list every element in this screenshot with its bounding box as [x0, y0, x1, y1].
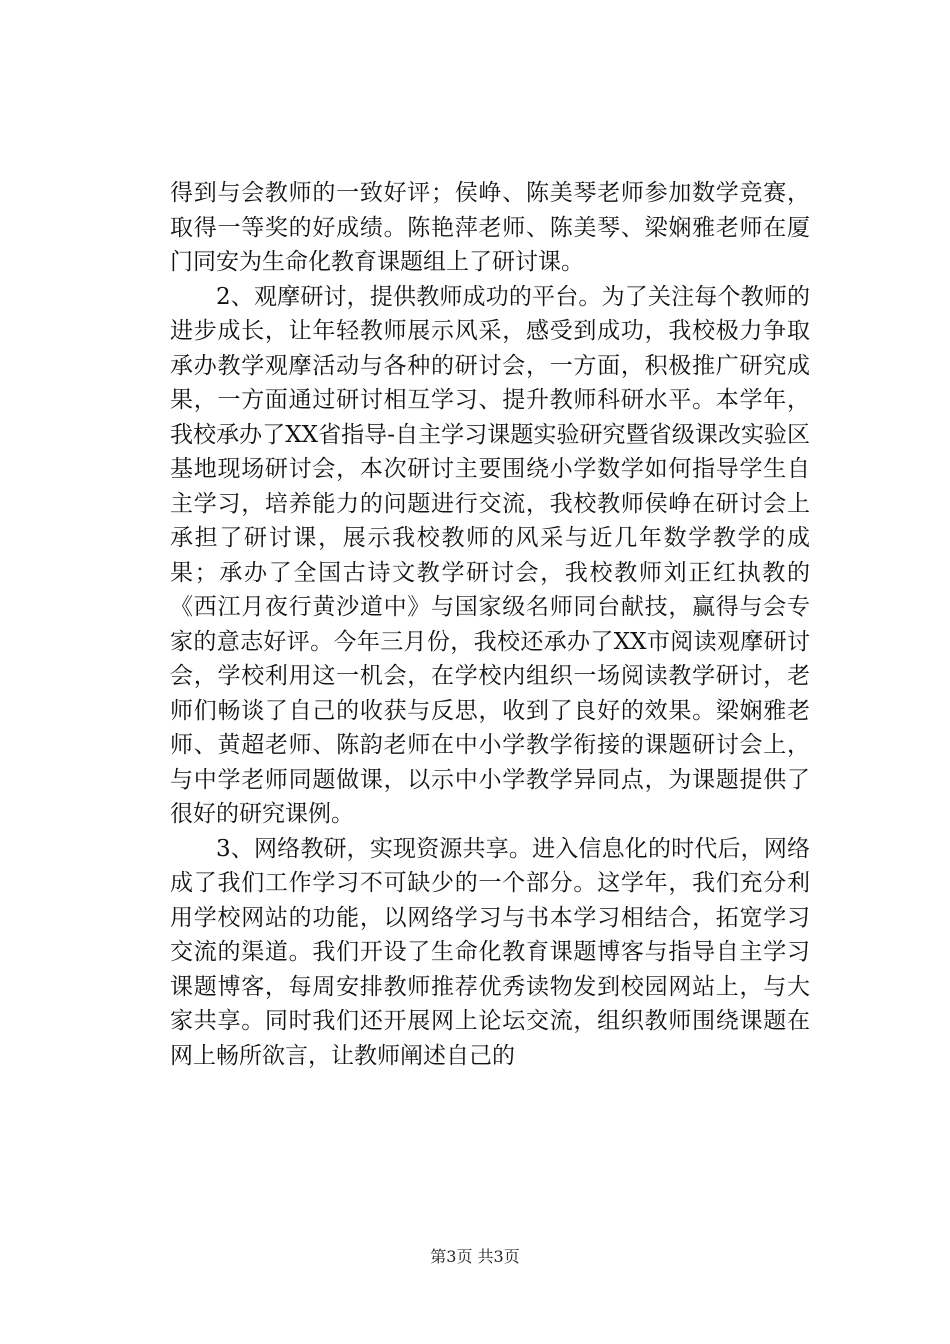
paragraph-continuation: 得到与会教师的一致好评；侯峥、陈美琴老师参加数学竞赛，取得一等奖的好成绩。陈艳萍老师、陈美琴、梁娴雅老师在厦门同安为生命化教育课题组上了研讨课。 [170, 180, 810, 275]
page-number-footer: 第3页 共3页 [430, 1247, 520, 1266]
document-body [170, 176, 810, 1073]
paragraph-online-research: 3、网络教研，实现资源共享。进入信息化的时代后，网络成了我们工作学习不可缺少的一个部分。这学年，我们充分利用学校网站的功能，以网络学习与书本学习相结合，拓宽学习交流的渠道。我们开设了生命化教育课题博客与指导自主学习课题博客，每周安排教师推荐优秀读物发到校园网站上，与大家共享。同时我们还开展网上论坛交流，组织教师围绕课题在网上畅所欲言，让教师阐述自己的 [170, 835, 810, 1069]
paragraph-observation-seminar: 2、观摩研讨，提供教师成功的平台。为了关注每个教师的进步成长，让年轻教师展示风采，感受到成功，我校极力争取承办教学观摩活动与各种的研讨会，一方面，积极推广研究成果，一方面通过研讨相互学习、提升教师科研水平。本学年，我校承办了XX省指导-自主学习课题实验研究暨省级课改实验区基地现场研讨会，本次研讨主要围绕小学数学如何指导学生自主学习，培养能力的问题进行交流，我校教师侯峥在研讨会上承担了研讨课，展示我校教师的风采与近几年数学教学的成果；承办了全国古诗文教学研讨会，我校教师刘正红执教的《西江月夜行黄沙道中》与国家级名师同台献技，赢得与会专家的意志好评。今年三月份，我校还承办了XX市阅读观摩研讨会，学校利用这一机会，在学校内组织一场阅读教学研讨，老师们畅谈了自己的收获与反思，收到了良好的效果。梁娴雅老师、黄超老师、陈韵老师在中小学教学衔接的课题研讨会上，与中学老师同题做课，以示中小学教学异同点，为课题提供了很好的研究课例。 [170, 283, 810, 827]
